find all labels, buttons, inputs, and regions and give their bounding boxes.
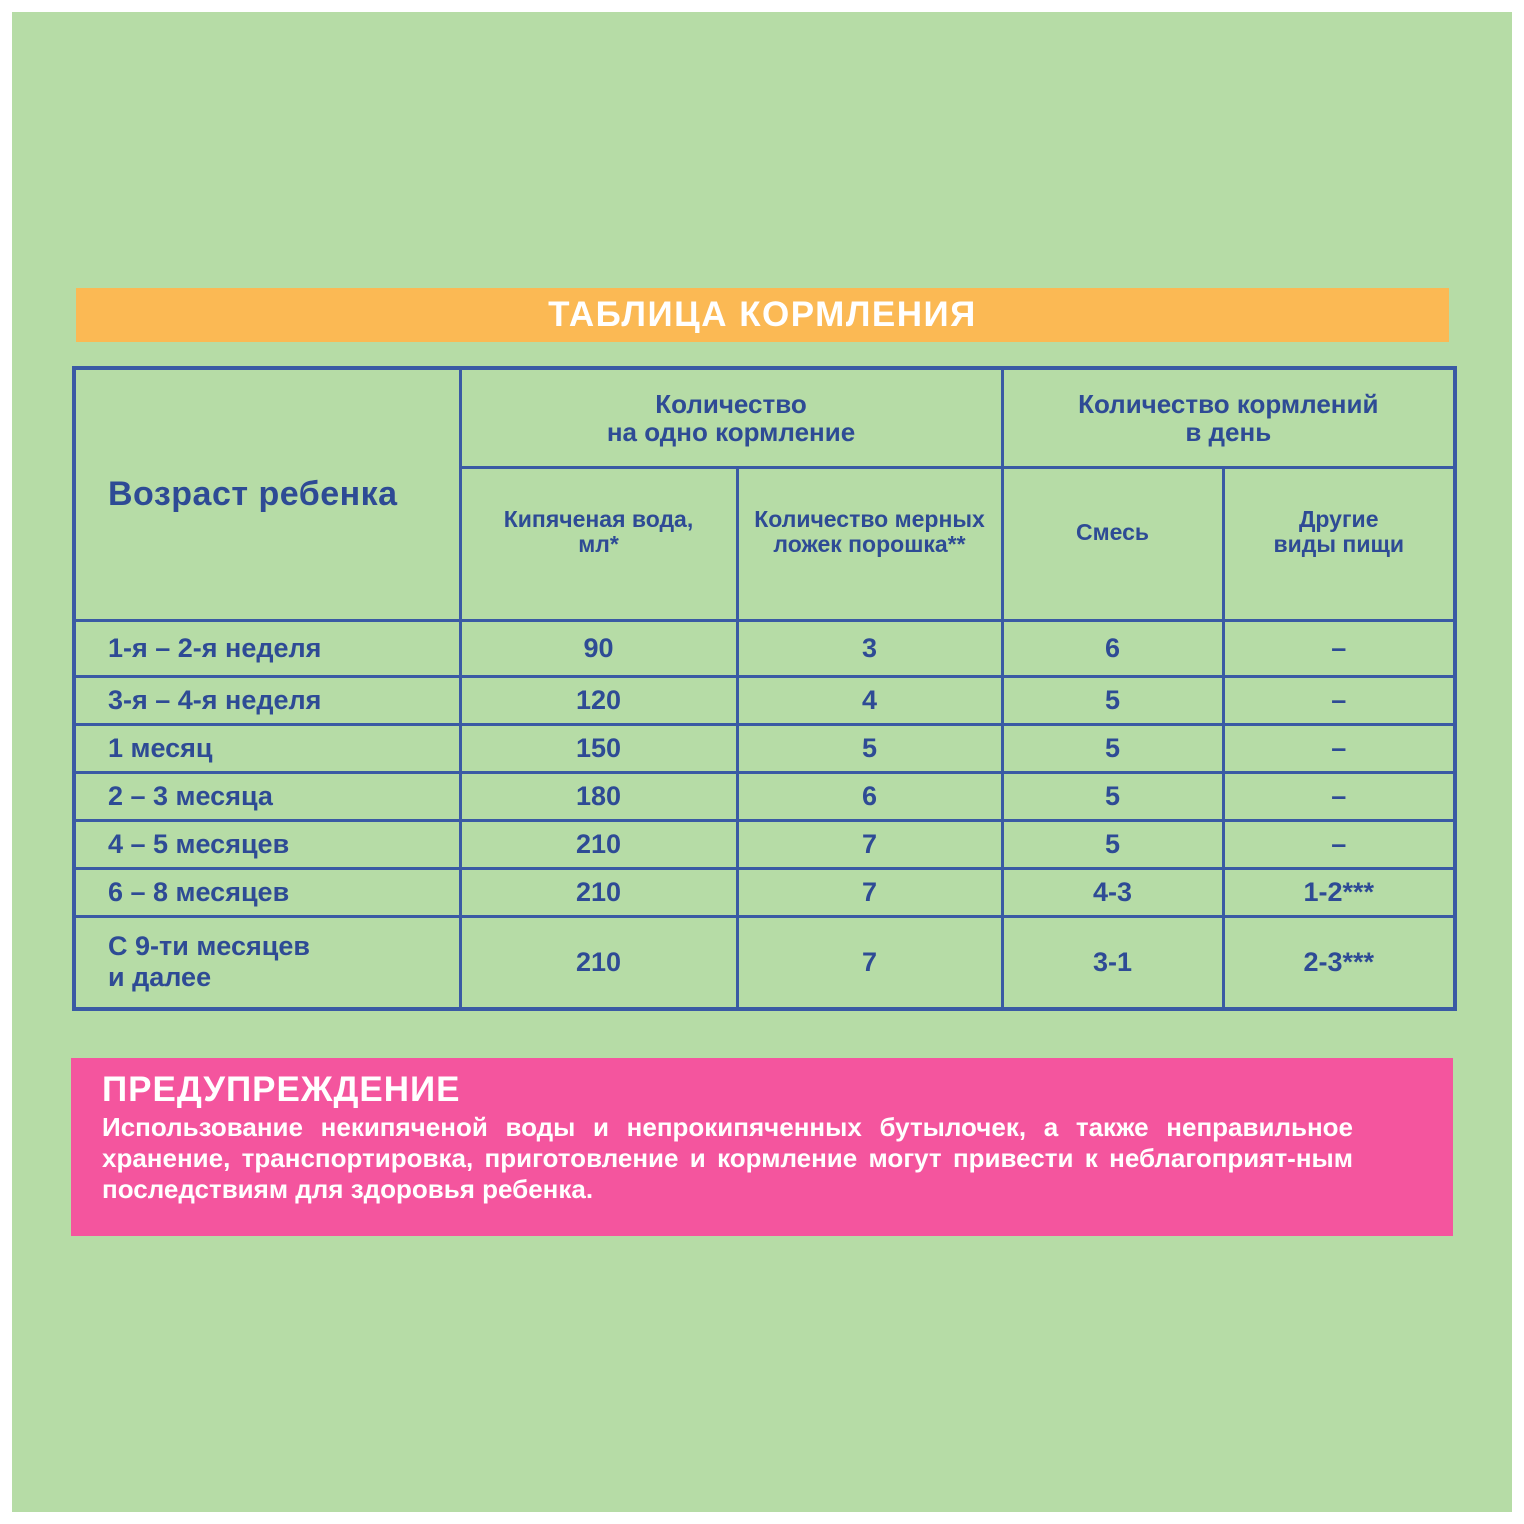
water-header-text: Кипяченая вода, мл* [503,506,694,557]
formula-cell: 5 [1002,725,1223,773]
water-cell: 90 [460,621,737,677]
table-row [74,773,1455,821]
other-food-cell: – [1223,621,1455,677]
age-header: Возраст ребенка [74,368,460,621]
spoons-cell: 5 [737,725,1002,773]
age-cell: 4 – 5 месяцев [74,821,460,869]
spoons-cell: 4 [737,677,1002,725]
warning-box [71,1058,1453,1236]
age-cell: 6 – 8 месяцев [74,869,460,917]
title-bar [76,288,1449,342]
table-row [74,869,1455,917]
age-cell: С 9-ти месяцев и далее [74,917,460,1009]
water-cell: 150 [460,725,737,773]
formula-cell: 5 [1002,677,1223,725]
warning-title: ПРЕДУПРЕЖДЕНИЕ [102,1070,461,1109]
formula-cell: 5 [1002,773,1223,821]
water-header [460,468,737,621]
age-cell: 1-я – 2-я неделя [74,621,460,677]
warning-text: Использование некипяченой воды и непрокипяченных бутылочек, а также неправильное хранение, транспортировка, приготовление и кормление могут привести к неблагоприят-ным последствиям для здоровья ребенка. [102,1112,1353,1204]
age-cell: 1 месяц [74,725,460,773]
spoons-header-text: Количество мерных ложек порошка** [754,506,985,557]
other-food-cell: – [1223,725,1455,773]
page-title: ТАБЛИЦА КОРМЛЕНИЯ [548,295,977,334]
amount-header: Количество на одно кормление [460,368,1002,468]
other-header [1223,468,1455,621]
spoons-header [737,468,1002,621]
water-cell: 120 [460,677,737,725]
spoons-cell: 7 [737,917,1002,1009]
table-row [74,677,1455,725]
feeding-table [72,366,1457,1011]
water-cell: 210 [460,821,737,869]
spoons-cell: 6 [737,773,1002,821]
water-cell: 210 [460,917,737,1009]
table-row [74,821,1455,869]
other-food-cell: 2-3*** [1223,917,1455,1009]
spoons-cell: 7 [737,821,1002,869]
other-food-cell: – [1223,677,1455,725]
formula-cell: 3-1 [1002,917,1223,1009]
spoons-cell: 7 [737,869,1002,917]
age-cell: 3-я – 4-я неделя [74,677,460,725]
formula-cell: 4-3 [1002,869,1223,917]
water-cell: 180 [460,773,737,821]
formula-header [1002,468,1223,621]
water-cell: 210 [460,869,737,917]
spoons-cell: 3 [737,621,1002,677]
table-row [74,917,1455,1009]
other-food-cell: – [1223,821,1455,869]
feedings-header: Количество кормлений в день [1002,368,1455,468]
other-food-cell: 1-2*** [1223,869,1455,917]
header-row-1 [74,368,1455,468]
formula-cell: 6 [1002,621,1223,677]
age-cell: 2 – 3 месяца [74,773,460,821]
formula-cell: 5 [1002,821,1223,869]
other-food-cell: – [1223,773,1455,821]
table-row [74,725,1455,773]
other-header-text: Другие виды пищи [1273,506,1405,557]
formula-header-text: Смесь [1075,518,1150,545]
table-row [74,621,1455,677]
